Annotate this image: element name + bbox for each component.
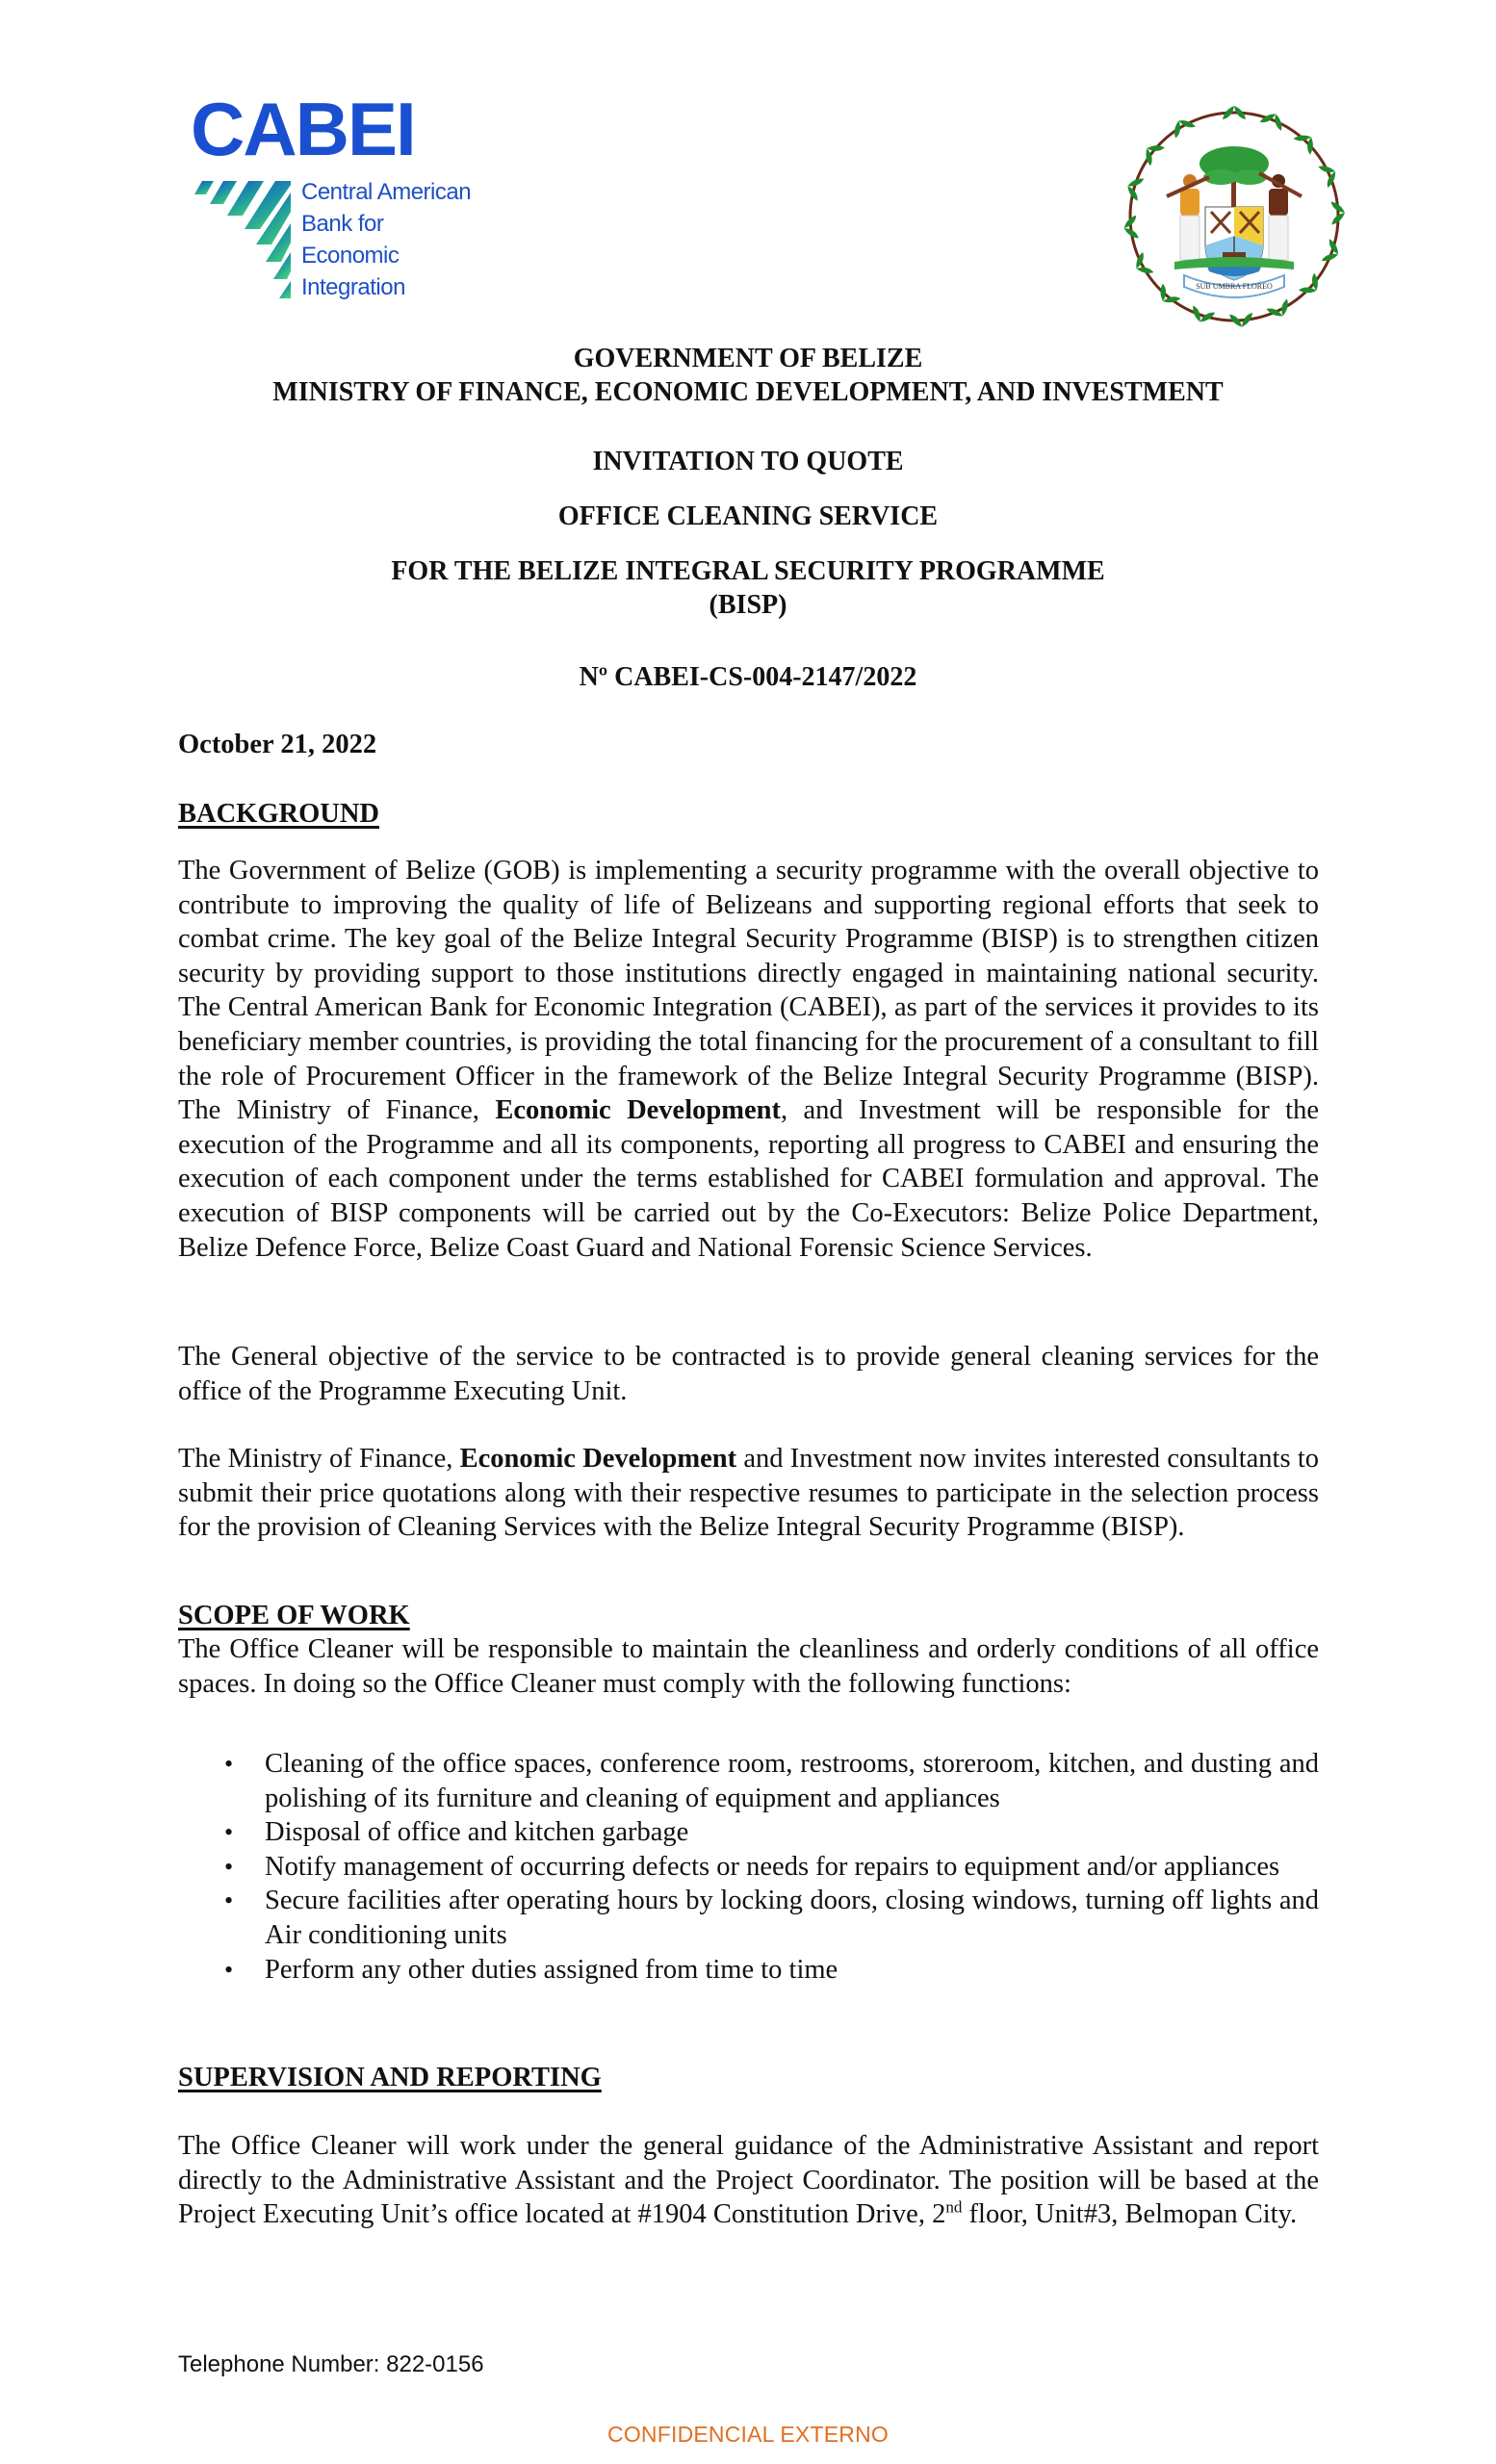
cabei-tagline-line: Economic: [301, 243, 400, 269]
list-item-text: Notify management of occurring defects or needs for repairs to equipment and/or appliances: [265, 1851, 1280, 1882]
bullet-icon: •: [224, 1886, 234, 1915]
list-item-text: Disposal of office and kitchen garbage: [265, 1817, 689, 1848]
cabei-logo: [191, 87, 499, 308]
telephone-number: Telephone Number: 822-0156: [178, 2351, 484, 2377]
background-paragraph-2: The General objective of the service to be contracted is to provide general cleaning services for the office of the Programme Executing Unit.: [178, 1342, 1319, 1406]
belize-coat-of-arms-icon: [1117, 96, 1353, 337]
cabei-tagline-line: Integration: [301, 274, 405, 300]
cabei-tagline: [301, 176, 471, 303]
scope-functions-list: [178, 1747, 1319, 1987]
scope-intro: The Office Cleaner will be responsible to maintain the cleanliness and orderly conditions of all office spaces. In doing so the Office Cleaner must comply with the following functions:: [178, 1634, 1319, 1699]
coat-motto: SUB UMBRA FLOREO: [1196, 282, 1273, 291]
document-type: INVITATION TO QUOTE: [592, 447, 904, 476]
text-run: floor, Unit#3, Belmopan City.: [962, 2199, 1298, 2230]
reference-number: Nº CABEI-CS-004-2147/2022: [579, 662, 917, 692]
list-item: [178, 1884, 1319, 1952]
list-item: [178, 1815, 1319, 1850]
text-run: The Government of Belize (GOB) is implementing a security programme with the overall objective to contribute to improving the quality of life of Belizeans and supporting regional efforts that seek to combat crime. The key goal of the Belize Integral Security Programme (BISP) is to strengthen citizen security by providing support to those institutions directly engaged in maintaining national security. The Central American Bank for Economic Integration (CABEI), as part of the services it provides to its beneficiary member countries, is providing the total financing for the procurement of a consultant to fill the role of Procurement Officer in the framework of the Belize Integral Security Programme (BISP). The Ministry of Finance,: [178, 856, 1319, 1126]
list-item: [178, 1747, 1319, 1815]
cabei-stripes-icon: [194, 179, 300, 306]
bullet-icon: •: [224, 1955, 234, 1984]
list-item-text: Perform any other duties assigned from time to time: [265, 1954, 838, 1985]
bullet-icon: •: [224, 1852, 234, 1881]
bold-text-run: Economic Development: [459, 1444, 737, 1474]
document-date: October 21, 2022: [178, 730, 377, 759]
cabei-tagline-line: Bank for: [301, 211, 384, 237]
background-heading: BACKGROUND: [178, 799, 380, 829]
text-run: , and Investment will be responsible for the execution of the Programme and all its components, reporting all progress to CABEI and ensuring the execution of each component under the terms established for CABEI formulation and approval. The execution of BISP components will be carried out by the Co-Executors: Belize Police Department, Belize Defence Force, Belize Coast Guard and National Forensic Science Services.: [178, 1095, 1319, 1263]
list-item: [178, 1953, 1319, 1988]
programme-title-line1: FOR THE BELIZE INTEGRAL SECURITY PROGRAMME: [391, 556, 1105, 586]
background-paragraph-1: [178, 854, 1319, 1265]
scope-heading: SCOPE OF WORK: [178, 1601, 410, 1630]
supervision-paragraph: [178, 2129, 1319, 2232]
bullet-icon: •: [224, 1750, 234, 1778]
ministry-title: MINISTRY OF FINANCE, ECONOMIC DEVELOPMENT, AND INVESTMENT: [272, 377, 1224, 407]
bold-text-run: Economic Development: [495, 1095, 781, 1126]
programme-title-line2: (BISP): [709, 590, 787, 620]
cabei-tagline-line: Central American: [301, 179, 472, 205]
list-item: [178, 1850, 1319, 1885]
cabei-wordmark: CABEI: [191, 87, 415, 171]
bullet-icon: •: [224, 1818, 234, 1847]
list-item-text: Cleaning of the office spaces, conference room, restrooms, storeroom, kitchen, and dusting and polishing of its furniture and cleaning of equipment and appliances: [265, 1749, 1319, 1813]
text-run: The Office Cleaner will work under the general guidance of the Administrative Assistant and report directly to the Administrative Assistant and the Project Coordinator. The position will be based at the Project Executing Unit’s office located at #1904 Constitution Drive, 2: [178, 2131, 1319, 2230]
list-item-text: Secure facilities after operating hours by locking doors, closing windows, turning off lights and Air conditioning units: [265, 1886, 1319, 1950]
government-title: GOVERNMENT OF BELIZE: [573, 344, 923, 373]
classification-label: CONFIDENCIAL EXTERNO: [607, 2422, 889, 2447]
service-title: OFFICE CLEANING SERVICE: [557, 501, 939, 531]
text-run: The Ministry of Finance,: [178, 1444, 460, 1474]
superscript: nd: [945, 2197, 963, 2217]
text-run: and Investment now invites interested consultants to submit their price quotations along with their respective resumes to participate in the selection process for the provision of Cleaning Services with the Belize Integral Security Programme (BISP).: [178, 1444, 1319, 1543]
supervision-heading: SUPERVISION AND REPORTING: [178, 2063, 602, 2092]
background-paragraph-3: [178, 1442, 1319, 1545]
